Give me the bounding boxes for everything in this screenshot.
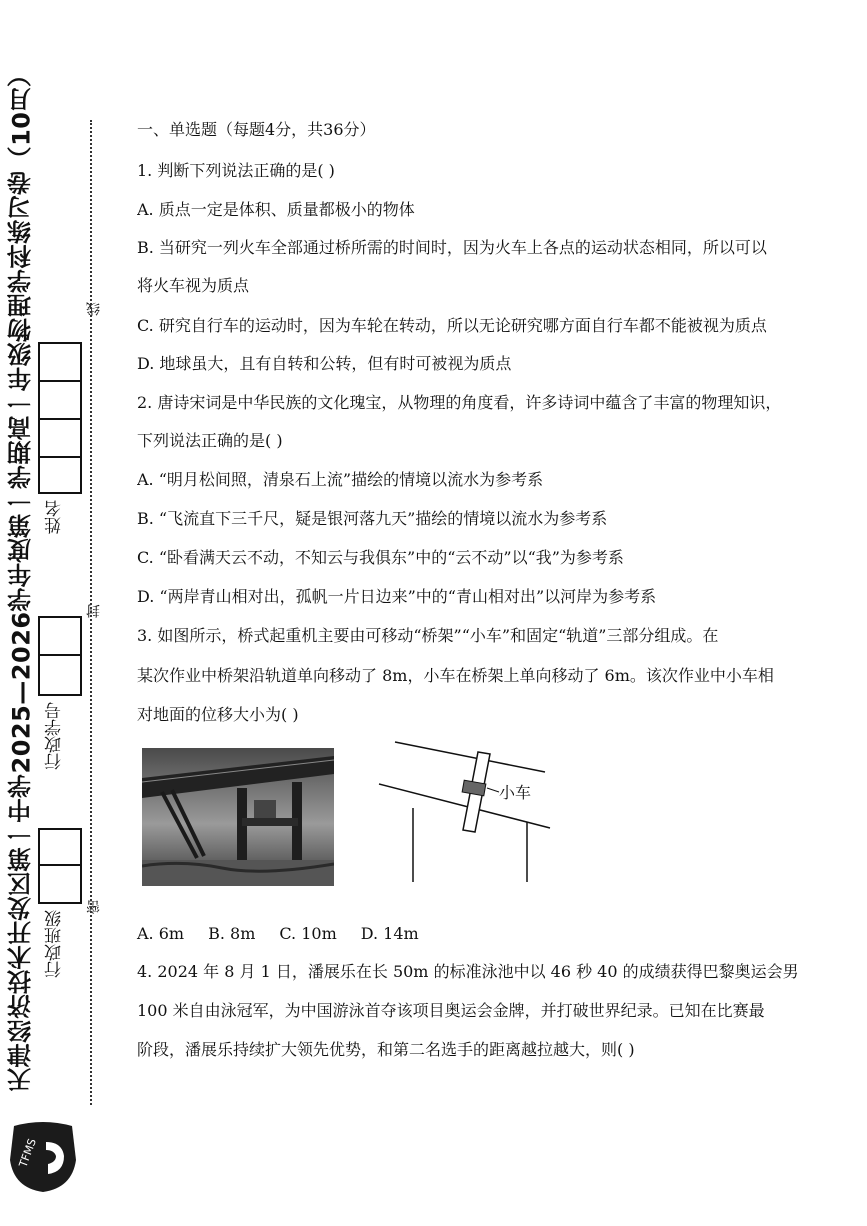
q1-option-b-cont: 将火车视为质点 [137,276,250,295]
q1-stem: 1. 判断下列说法正确的是( ) [137,161,335,180]
name-label: 姓名 [45,500,65,534]
line-mark: 线 [86,302,102,316]
q2-option-c: C. “卧看满天云不动，不知云与我俱东”中的“云不动”以“我”为参考系 [137,548,624,567]
school-logo [6,1120,80,1194]
q2-stem-cont: 下列说法正确的是( ) [137,431,283,450]
q4-stem-cont2: 阶段，潘展乐持续扩大领先优势，和第二名选手的距离越拉越大，则( ) [137,1040,635,1059]
crane-photo [142,748,334,886]
class-label: 行政班级 [45,910,65,978]
q4-stem: 4. 2024 年 8 月 1 日，潘展乐在长 50m 的标准泳池中以 46 秒 40 的成绩获得巴黎奥运会男 [137,962,799,981]
q3-option-c: C. 10m [279,924,337,943]
class-box[interactable] [38,828,82,904]
diagram-label-cart: 小车 [499,783,532,802]
q2-option-d: D. “两岸青山相对出，孤帆一片日边来”中的“青山相对出”以河岸为参考系 [137,587,657,606]
q2-option-b: B. “飞流直下三千尺，疑是银河落九天”描绘的情境以流水为参考系 [137,509,608,528]
binding-dotted-line [90,120,92,1105]
student-id-box[interactable] [38,616,82,696]
q3-stem: 3. 如图所示，桥式起重机主要由可移动“桥架”“小车”和固定“轨道”三部分组成。在 [137,626,719,645]
q1-option-b: B. 当研究一列火车全部通过桥所需的时间时，因为火车上各点的运动状态相同，所以可以 [137,238,767,257]
q2-stem: 2. 唐诗宋词是中华民族的文化瑰宝，从物理的角度看，许多诗词中蕴含了丰富的物理知识， [137,393,782,412]
q1-option-d: D. 地球虽大，且有自转和公转，但有时可被视为质点 [137,354,512,373]
crane-diagram [375,740,555,890]
exam-title: 天津经济技术开发区第一中学2025—2026学年度第一学期高一年级物理学科练习卷（10月） [7,62,36,1092]
q1-option-a: A. 质点一定是体积、质量都极小的物体 [137,200,415,219]
q3-option-d: D. 14m [360,924,419,943]
q1-option-c: C. 研究自行车的运动时，因为车轮在转动，所以无论研究哪方面自行车都不能被视为质点 [137,316,767,335]
student-id-label: 行政学号 [45,702,65,770]
name-box[interactable] [38,342,82,494]
q3-stem-cont2: 对地面的位移大小为( ) [137,705,299,724]
q2-option-a: A. “明月松间照，清泉石上流”描绘的情境以流水为参考系 [137,470,544,489]
logo-text: TFMS [16,1136,39,1170]
seal-mark: 封 [86,604,102,618]
q3-option-b: B. 8m [208,924,256,943]
secret-mark: 密 [86,900,102,914]
section-heading: 一、单选题（每题4分，共36分） [137,120,376,139]
q3-option-a: A. 6m [137,924,185,943]
q4-stem-cont: 100 米自由泳冠军，为中国游泳首夺该项目奥运会金牌，并打破世界纪录。已知在比赛最 [137,1001,765,1020]
q3-options [137,924,419,943]
q3-stem-cont: 某次作业中桥架沿轨道单向移动了 8m，小车在桥架上单向移动了 6m。该次作业中小车相 [137,666,774,685]
